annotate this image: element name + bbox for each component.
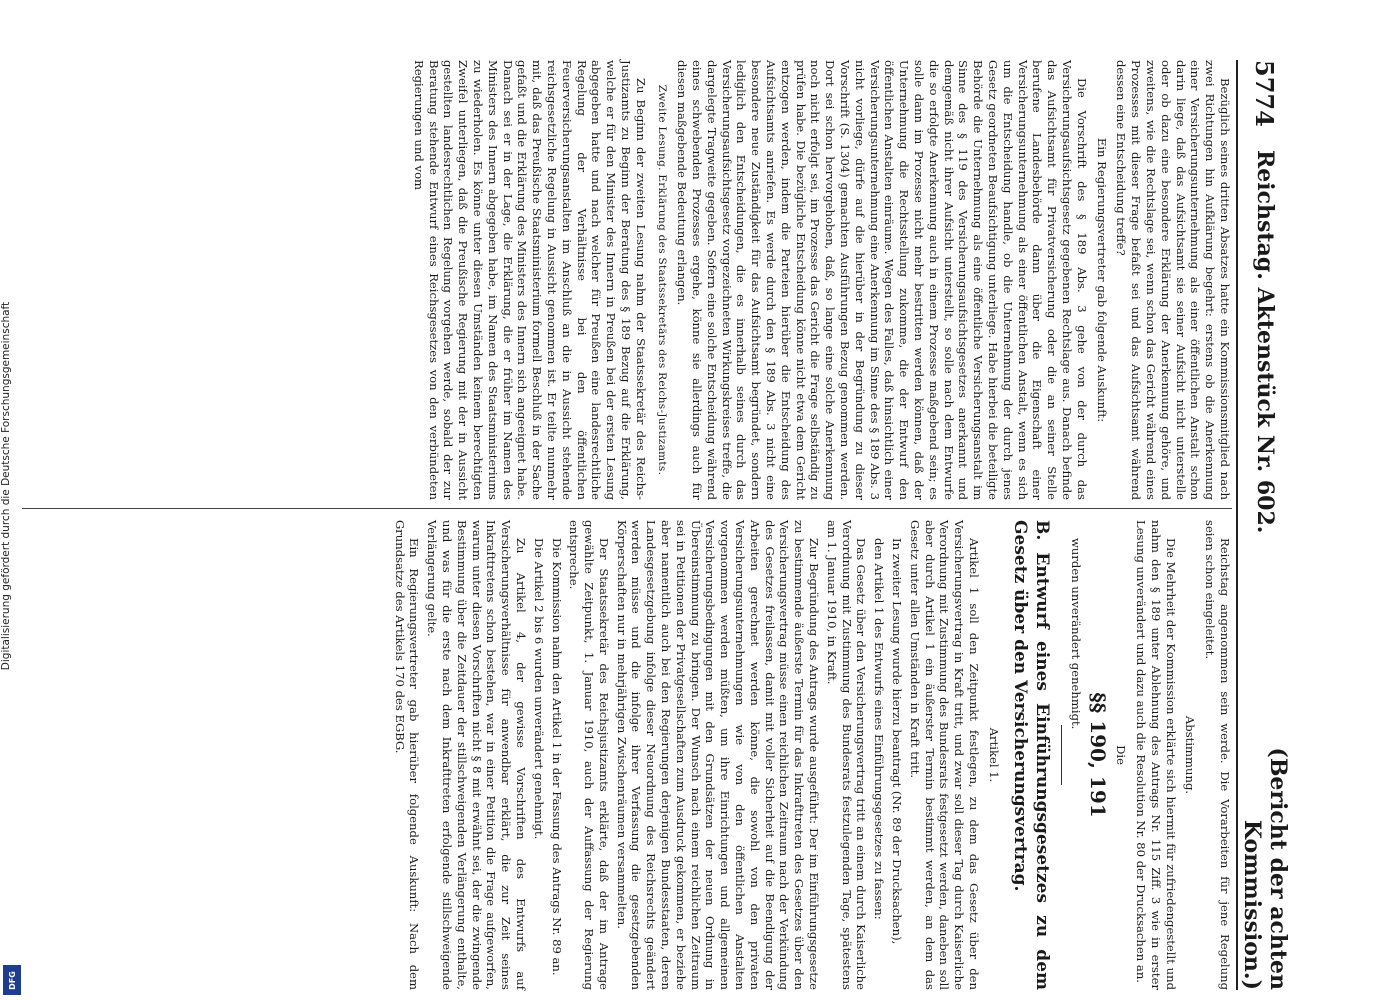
section-number-heading: §§ 190, 191: [1086, 692, 1111, 818]
dfg-logo: [3, 965, 21, 995]
paragraph: Die Vorschrift des § 189 Abs. 3 gehe von der durch das Versicherungsaufsichtsgesetz gegebenen Rechtslage aus. Danach befinde das Aufsichtsamt für Privatversicherung oder die an seiner Stelle berufene Landesbehörde dann über die Eigenschaft einer Versicherungsunternehmung als einer öffentlichen Anstalt, wenn es sich um die Entscheidung handle, ob die Unternehmung der durch jenes Gesetz geordneten Beaufsichtigung unterliege. Habe hierbei die beteiligte Behörde die Unternehmung als eine öffentliche Versicherungsanstalt im Sinne des § 119 des Versicherungsaufsichtsgesetzes anerkannt und demgemäß nicht ihrer Aufsicht unterstellt, so solle nach dem Entwurfe die so erfolgte Anerkennung auch in einem Prozesse maßgebend sein; es solle dann im Prozesse nicht mehr bestritten werden können, daß der Unternehmung die Rechtsstellung zukomme, die der Entwurf den öffentlichen Anstalten einräume. Wegen des Falles, daß hinsichtlich einer Versicherungsunternehmung eine Anerkennung im Sinne des § 189 Abs. 3 nicht vorliege, dürfe auf die hierüber in der Begründung zu dieser Vorschrift (S. 1304) gemachten Ausführungen Bezug genommen werden. Dort sei schon hervorgehoben, daß, so lange eine solche Anerkennung noch nicht erfolgt sei, im Prozesse das Gericht die Frage selbständig zu prüfen habe. Die bezügliche Entscheidung könne nicht etwa dem Gericht entzogen werden, indem die Parteien hierüber die Entscheidung des Aufsichtsamts anriefen. Es werde durch den § 189 Abs. 3 nicht eine besondere neue Zuständigkeit für das Aufsichtsamt begründet, sondern lediglich den Entscheidungen, die es innerhalb seines durch das Versicherungsaufsichtsgesetz vorgezeichneten Wirkungskreises treffe, die dargelegte Tragweite gegeben. Sofern eine solche Entscheidung während eines schwebenden Prozesses ergehe, könne sie allerdings auch für diesen maßgebende Bedeutung erlangen.: [675, 60, 1089, 500]
credit-text: Digitalisierung gefördert durch die Deutsche Forschungsgemeinschaft: [0, 301, 12, 671]
quoted-paragraph: Das Gesetz über den Versicherungsvertrag tritt an einem durch Kaiserliche Verordnung mit Zustimmung des Bundesrats festzulegenden Tage, spätestens am 1. Januar 1910, in Kraft.: [824, 520, 869, 990]
paragraph-intro: Ein Regierungsvertreter gab folgende Auskunft:: [1094, 137, 1109, 423]
page-header: [1240, 60, 1290, 990]
running-title-left: Reichstag. Aktenstück Nr. 602.: [1252, 150, 1278, 534]
article-heading: Artikel 1.: [986, 727, 1001, 783]
column-divider: [22, 508, 1232, 509]
page-number: 5774: [1250, 60, 1280, 127]
paragraph: Reichstag angenommen sein werde. Die Vorarbeiten für jene Regelung seien schon eingeleitet.: [1203, 520, 1232, 990]
header-rule: [1236, 60, 1238, 990]
paragraph: wurden unverändert genehmigt.: [1068, 538, 1083, 730]
divider: [1061, 725, 1062, 785]
paragraph: Zu Artikel 4, der gewisse Vorschriften des Entwurfs auf Versicherungsverhältnisse für anwendbar erklärt, die zur Zeit seines Inkrafttretens schon bestehen, war in einer Petition die Frage aufgeworfen, warum unter diesen Vorschriften nicht § 8 mit erwähnt sei, der die zwingende Bestimmung über die Zeitdauer der stillschweigenden Verlängerung enthalte, und was für die erste nach dem Inkrafttreten erfolgende stillschweigende Verlängerung gelte.: [425, 520, 528, 990]
logo-text: DFG: [7, 970, 17, 990]
paragraph: Die Artikel 2 bis 6 wurden unverändert genehmigt.: [531, 538, 546, 840]
section-heading: B. Entwurf eines Einführungsgesetzes zu dem Gesetz über den Versicherungsvertrag.: [1009, 520, 1052, 990]
paragraph: Ein Regierungsvertreter gab hierüber folgende Auskunft: Nach dem Grundsatze des Artikels 170 des EGBG.: [392, 520, 422, 990]
subheading: Abstimmung.: [1183, 715, 1198, 795]
paragraph: Zur Begründung des Antrags wurde ausgeführt: Der im Einführungsgesetze zu bestimmende äußerste Termin für das Inkrafttreten des Gesetzes über den Versicherungsvertrag müsse einen reichlichen Zeitraum nach der Verkündung des Gesetzes freilassen, damit mit voller Sicherheit auf die Beendigung der Arbeiten gerechnet werden könne, die sowohl von den privaten Versicherungsunternehmungen wie von den öffentlichen Anstalten vorgenommen werden müßten, um ihre Einrichtungen und allgemeinen Versicherungsbedingungen mit den Grundsätzen der neuen Ordnung in Übereinstimmung zu bringen. Der Wunsch nach einem reichlichen Zeitraum sei in Petitionen der Privatgesellschaften zum Ausdruck gekommen, er beziehe aber namentlich auch bei den Regierungen derjenigen Bundesstaaten, deren Landesgesetzgebung infolge dieser Neuordnung des Reichsrechts geändert werden müsse und die infolge ihrer Verfassung die gesetzgebenden Körperschaften nur in mehrjährigen Zwischenräumen versammelten.: [614, 520, 822, 990]
paragraph: Artikel 1 soll den Zeitpunkt festlegen, zu dem das Gesetz über den Versicherungsvertrag in Kraft tritt, und zwar soll dieser Tag durch Kaiserliche Verordnung mit Zustimmung des Bundesrats festgesetzt werden, daneben soll aber durch Artikel 1 ein äußerster Termin bestimmt werden, an dem das Gesetz unter allen Umständen in Kraft tritt.: [907, 520, 982, 990]
paragraph: Zu Beginn der zweiten Lesung nahm der Staatssekretär des Reichs-Justizamts zu Beginn der Beratung des § 189 Bezug auf die Erklärung, welche er für den Minister des Innern in Preußen bei der ersten Lesung abgegeben hatte und nach welcher für Preußen eine landesrechtliche Regelung der Verhältnisse bei den öffentlichen Feuerversicherungsanstalten im Anschluß an die in Aussicht stehende reichsgesetzliche Regelung in Aussicht genommen ist. Er teilte nunmehr mit, daß das Preußische Staatsministerium formell Beschluß in der Sache gefaßt und die Erklärung des Ministers des Innern sich angeeignet habe. Danach sei er in der Lage, die Erklärung, die er früher im Namen des Ministers des Innern abgegeben habe, im Namen des Staatsministeriums zu wiederholen. Es könne unter diesen Umständen keinem berechtigten Zweifel unterliegen, daß die Preußische Regierung mit der in Aussicht gestellten landesrechtlichen Regelung vorgehen werde, sobald der zur Beratung stehende Entwurf eines Reichsgesetzes von den verbündeten Regierungen und vom: [411, 60, 648, 500]
paragraph: Die: [1114, 745, 1129, 765]
paragraph: Der Staatssekretär des Reichsjustizamts erklärte, daß der im Antrage gewählte Zeitpunkt, 1. Januar 1910, auch der Auffassung der Regierung entspreche.: [567, 520, 611, 990]
column-left: [408, 60, 1232, 500]
marginal-heading: Zweite Lesung. Erklärung des Staatssekretärs des Reichs-Justizamts.: [655, 84, 668, 476]
paragraph: Die Kommission nahm den Artikel 1 in der Fassung des Antrags Nr. 89 an.: [549, 538, 564, 976]
paragraph: Bezüglich seines dritten Absatzes hatte ein Kommissionsmitglied nach zwei Richtungen hin Aufklärung begehrt: erstens ob die Anerkennung einer Versicherungsunternehmung als einer öffentlichen Anstalt schon darin liege, daß das Aufsichtsamt sie seiner Aufsicht nicht unterstelle oder ob dazu eine besondere Erklärung der Anerkennung gehöre, und zweitens, wie die Rechtslage sei, wenn schon das Gericht während eines Prozesses mit dieser Frage befaßt sei und das Aufsichtsamt während dessen eine Entscheidung treffe?: [1114, 60, 1232, 500]
digitization-credit: [0, 0, 22, 1000]
running-title-right: (Bericht der achten Kommission.): [1239, 747, 1291, 990]
paragraph: In zweiter Lesung wurde hierzu beantragt (Nr. 89 der Drucksachen),: [890, 538, 905, 945]
paragraph: den Artikel 1 des Entwurfs eines Einführungsgesetzes zu fassen:: [872, 538, 887, 920]
paragraph: Die Mehrheit der Kommission erklärte sich hiermit für zufriedengestellt und nahm den § 189 unter Ablehnung des Antrags Nr. 115 Ziff. 3 wie in erster Lesung unverändert und dazu auch die Resolution Nr. 80 der Drucksachen an.: [1134, 520, 1178, 990]
column-right: [389, 520, 1232, 990]
